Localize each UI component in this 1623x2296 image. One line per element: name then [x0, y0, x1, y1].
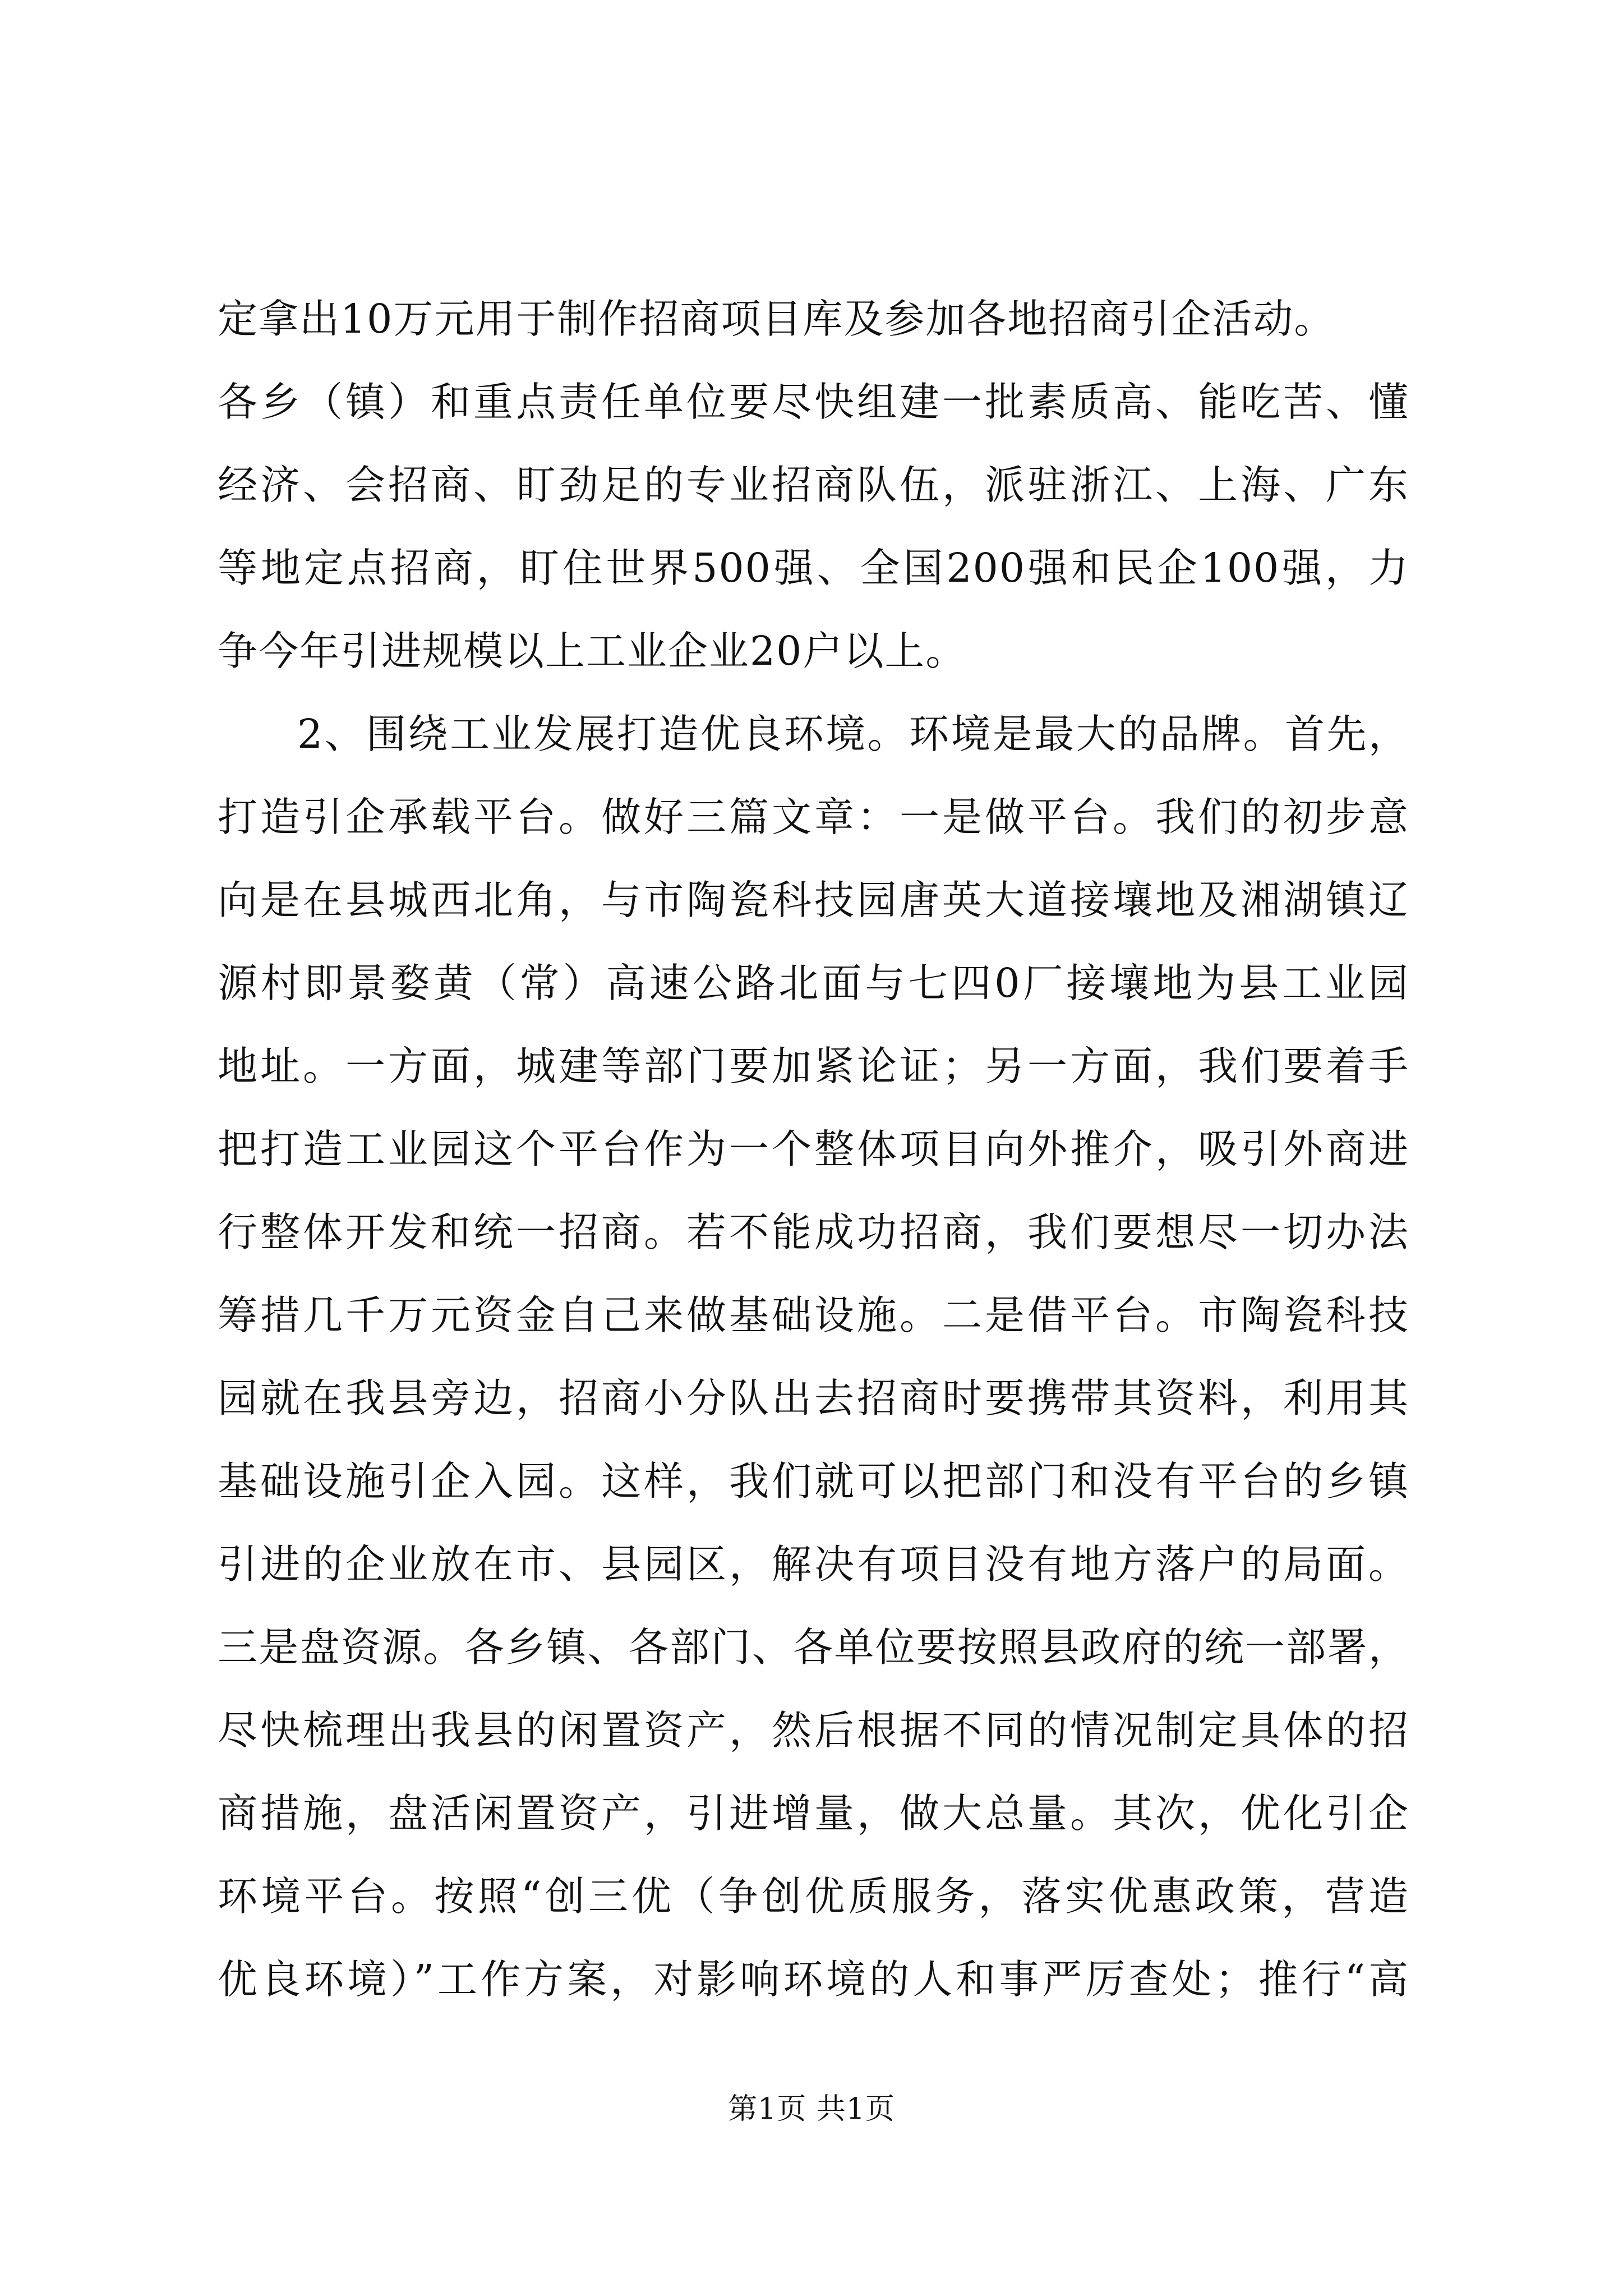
text-line: 把打造工业园这个平台作为一个整体项目向外推介，吸引外商进	[218, 1126, 1409, 1172]
body-text	[218, 278, 1409, 2021]
text-line: 向是在县城西北角，与市陶瓷科技园唐英大道接壤地及湘湖镇辽	[218, 877, 1409, 923]
text-line: 园就在我县旁边，招商小分队出去招商时要携带其资料，利用其	[218, 1375, 1409, 1421]
text-line: 各乡（镇）和重点责任单位要尽快组建一批素质高、能吃苦、懂	[218, 379, 1409, 425]
text-line: 环境平台。按照“创三优（争创优质服务，落实优惠政策，营造	[218, 1873, 1409, 1920]
text-line: 经济、会招商、盯劲足的专业招商队伍，派驻浙江、上海、广东	[218, 462, 1409, 508]
text-line: 定拿出10万元用于制作招商项目库及参加各地招商引企活动。	[218, 296, 1335, 342]
text-line: 三是盘资源。各乡镇、各部门、各单位要按照县政府的统一部署，	[218, 1624, 1409, 1671]
text-line: 尽快梳理出我县的闲置资产，然后根据不同的情况制定具体的招	[218, 1707, 1409, 1754]
text-line: 基础设施引企入园。这样，我们就可以把部门和没有平台的乡镇	[218, 1458, 1409, 1504]
text-line: 等地定点招商，盯住世界500强、全国200强和民企100强，力	[218, 545, 1409, 591]
text-line: 优良环境）”工作方案，对影响环境的人和事严厉查处；推行“高	[218, 1956, 1409, 2003]
text-line: 地址。一方面，城建等部门要加紧论证；另一方面，我们要着手	[218, 1043, 1409, 1089]
paragraph-start-line: 2、围绕工业发展打造优良环境。环境是最大的品牌。首先，	[297, 711, 1409, 757]
text-line: 行整体开发和统一招商。若不能成功招商，我们要想尽一切办法	[218, 1209, 1409, 1255]
page-footer: 第1页 共1页	[728, 2092, 895, 2126]
text-line: 筹措几千万元资金自己来做基础设施。二是借平台。市陶瓷科技	[218, 1292, 1409, 1338]
text-line: 打造引企承载平台。做好三篇文章：一是做平台。我们的初步意	[218, 794, 1409, 840]
text-line: 争今年引进规模以上工业企业20户以上。	[218, 628, 967, 674]
text-line: 引进的企业放在市、县园区，解决有项目没有地方落户的局面。	[218, 1541, 1409, 1588]
text-line: 商措施，盘活闲置资产，引进增量，做大总量。其次，优化引企	[218, 1790, 1409, 1837]
text-line: 源村即景婺黄（常）高速公路北面与七四0厂接壤地为县工业园	[218, 960, 1409, 1006]
